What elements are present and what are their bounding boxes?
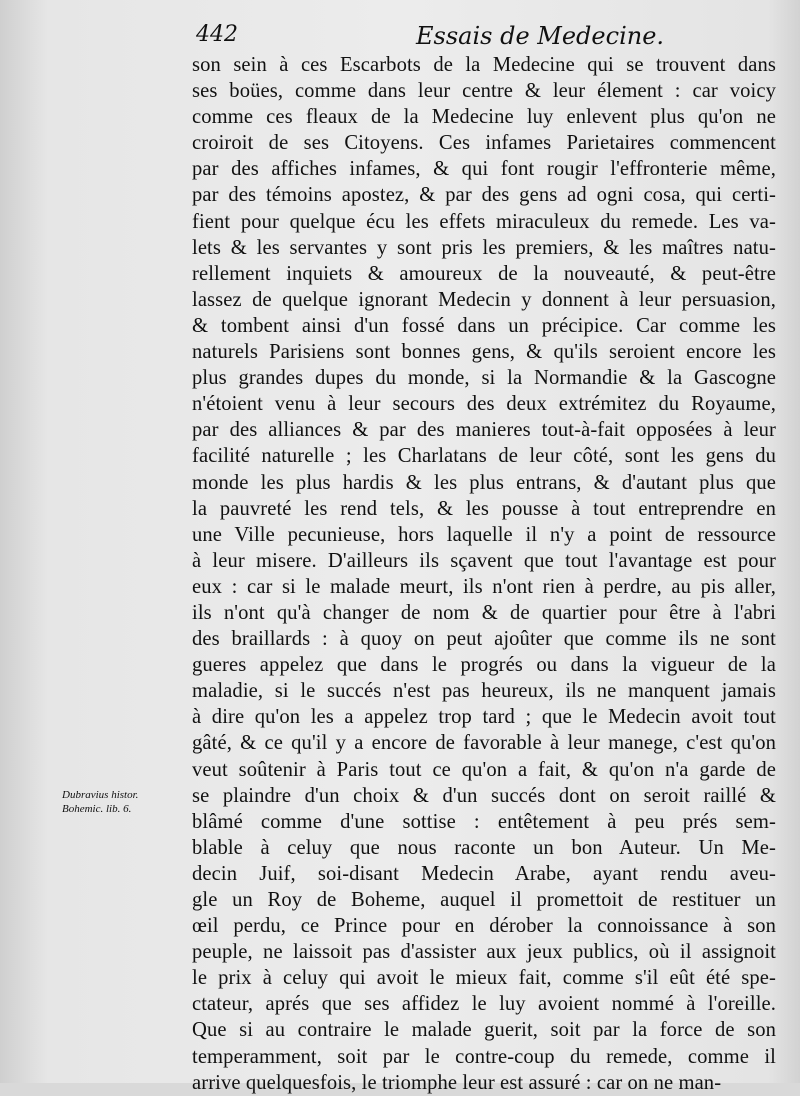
text-line: ses boües, comme dans leur centre & leur élement : car voicy [192, 80, 776, 103]
text-line: par des témoins apostez, & par des gens ad ogni cosa, qui certi- [192, 184, 776, 207]
text-line: n'étoient venu à leur secours des deux extrémitez du Royaume, [192, 393, 776, 416]
text-line: ils n'ont qu'à changer de nom & de quartier pour être à l'abri [192, 601, 776, 624]
text-line: eux : car si le malade meurt, ils n'ont rien à perdre, au pis aller, [192, 575, 776, 598]
text-line: temperamment, soit par le contre-coup du remede, comme il [192, 1045, 776, 1068]
body-text [192, 52, 776, 1096]
text-line: gueres appelez que dans le progrés ou dans la vigueur de la [192, 654, 776, 677]
margin-note-line: Dubravius histor. [62, 789, 139, 801]
text-line: blâmé comme d'une sottise : entêtement à peu prés sem- [192, 810, 776, 833]
text-line: se plaindre d'un choix & d'un succés dont on seroit raillé & [192, 784, 776, 807]
text-line: la pauvreté les rend tels, & les pousse à tout entreprendre en [192, 497, 776, 520]
text-line: une Ville pecunieuse, hors laquelle il n'y a point de ressource [192, 523, 776, 546]
text-line: ctateur, aprés que ses affidez le luy avoient nommé à l'oreille. [192, 993, 776, 1016]
text-line: peuple, ne laissoit pas d'assister aux jeux publics, où il assignoit [192, 941, 776, 964]
text-line: facilité naturelle ; les Charlatans de leur côté, sont les gens du [192, 445, 776, 468]
text-line: rellement inquiets & amoureux de la nouveauté, & peut-être [192, 262, 776, 285]
text-line: naturels Parisiens sont bonnes gens, & qu'ils seroient encore les [192, 341, 776, 364]
text-line: & tombent ainsi d'un fossé dans un précipice. Car comme les [192, 314, 776, 337]
text-line: decin Juif, soi-disant Medecin Arabe, ayant rendu aveu- [192, 862, 776, 885]
text-line: comme ces fleaux de la Medecine luy enlevent plus qu'on ne [192, 106, 776, 129]
text-line: blable à celuy que nous raconte un bon Auteur. Un Me- [192, 836, 776, 859]
text-line: par des affiches infames, & qui font rougir l'effronterie même, [192, 158, 776, 181]
text-line: Que si au contraire le malade guerit, soit par la force de son [192, 1019, 776, 1042]
margin-note [62, 788, 187, 816]
text-line: son sein à ces Escarbots de la Medecine qui se trouvent dans [192, 54, 776, 76]
text-line: gâté, & ce qu'il y a encore de favorable à leur manege, c'est qu'on [192, 732, 776, 755]
text-line: à leur misere. D'ailleurs ils sçavent que tout l'avantage est pour [192, 549, 776, 572]
text-line: des braillards : à quoy on peut ajoûter que comme ils ne sont [192, 628, 776, 651]
page-header [196, 22, 786, 50]
text-line: monde les plus hardis & les plus entrans, & d'autant plus que [192, 471, 776, 494]
text-line: gle un Roy de Boheme, auquel il promettoit de restituer un [192, 889, 776, 911]
text-line: fient pour quelque écu les effets miraculeux du remede. Les va- [192, 210, 776, 233]
text-line: le prix à celuy qui avoit le mieux fait, comme s'il eût été spe- [192, 967, 776, 990]
text-line: à dire qu'on les a appelez trop tard ; que le Medecin avoit tout [192, 706, 776, 729]
running-title: Essais de Medecine. [416, 22, 665, 50]
text-line: œil perdu, ce Prince pour en dérober la connoissance à son [192, 915, 776, 938]
text-line: croiroit de ses Citoyens. Ces infames Parietaires commencent [192, 132, 776, 155]
text-line: par des alliances & par des manieres tout-à-fait opposées à leur [192, 419, 776, 442]
text-line: maladie, si le succés n'est pas heureux, ils ne manquent jamais [192, 680, 776, 703]
text-line: lets & les servantes y sont pris les premiers, & les maîtres natu- [192, 236, 776, 259]
text-line: plus grandes dupes du monde, si la Normandie & la Gascogne [192, 367, 776, 390]
text-line: lassez de quelque ignorant Medecin y donnent à leur persuasion, [192, 288, 776, 311]
text-line: arrive quelquesfois, le triomphe leur est assuré : car on ne man- [192, 1071, 722, 1094]
page-number: 442 [196, 22, 238, 47]
margin-note-line: Bohemic. lib. 6. [62, 803, 132, 815]
text-line: veut soûtenir à Paris tout ce qu'on a fait, & qu'on n'a garde de [192, 758, 776, 781]
